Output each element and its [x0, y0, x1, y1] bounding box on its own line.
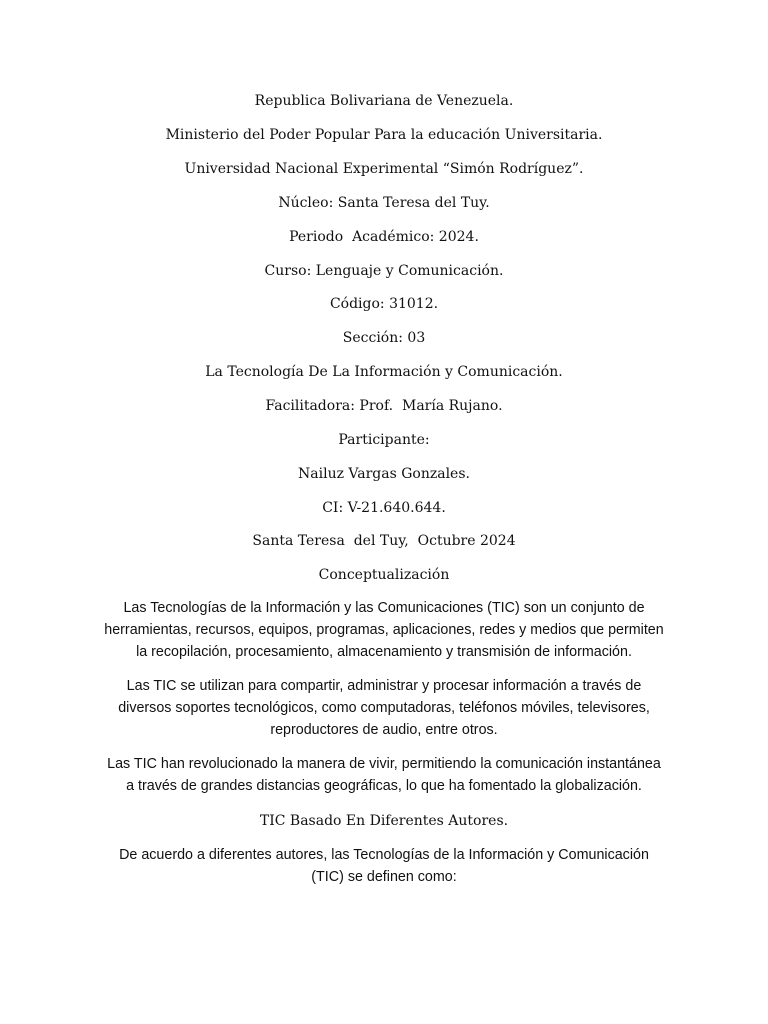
code-line: Código: 31012.	[329, 296, 439, 312]
id-number-line: CI: V-21.640.644.	[322, 500, 446, 516]
paragraph-4: De acuerdo a diferentes autores, las Tecnologías de la Información y Comunicación (TIC) se definen como:	[119, 847, 649, 885]
period-line: Periodo Académico: 2024.	[289, 229, 479, 245]
university-line: Universidad Nacional Experimental “Simón Rodríguez”.	[184, 161, 584, 177]
section-line: Sección: 03	[342, 330, 426, 346]
participant-name: Nailuz Vargas Gonzales.	[298, 466, 470, 482]
paragraph-3: Las TIC han revolucionado la manera de vivir, permitiendo la comunicación instantánea a través de grandes distancias geográficas, lo que ha fomentado la globalización.	[107, 756, 661, 794]
ministry-line: Ministerio del Poder Popular Para la educación Universitaria.	[165, 127, 603, 143]
country-line: Republica Bolivariana de Venezuela.	[254, 93, 514, 109]
nucleus-line: Núcleo: Santa Teresa del Tuy.	[278, 195, 490, 211]
course-line: Curso: Lenguaje y Comunicación.	[264, 263, 504, 279]
paragraph-2: Las TIC se utilizan para compartir, administrar y procesar información a través de diversos soportes tecnológicos, como computadoras, teléfonos móviles, televisores, reproductores de audio, entre otros.	[118, 678, 650, 738]
facilitator-line: Facilitadora: Prof. María Rujano.	[265, 398, 503, 414]
paragraph-1: Las Tecnologías de la Información y las Comunicaciones (TIC) son un conjunto de herramientas, recursos, equipos, programas, aplicaciones, redes y medios que permiten la recopilación, procesamiento, almacenamiento y transmisión de información.	[104, 600, 664, 660]
topic-title: La Tecnología De La Información y Comunicación.	[205, 364, 563, 380]
concept-heading: Conceptualización	[318, 567, 450, 583]
authors-heading: TIC Basado En Diferentes Autores.	[259, 813, 509, 829]
participant-label: Participante:	[338, 432, 430, 448]
place-date-line: Santa Teresa del Tuy, Octubre 2024	[252, 533, 516, 549]
